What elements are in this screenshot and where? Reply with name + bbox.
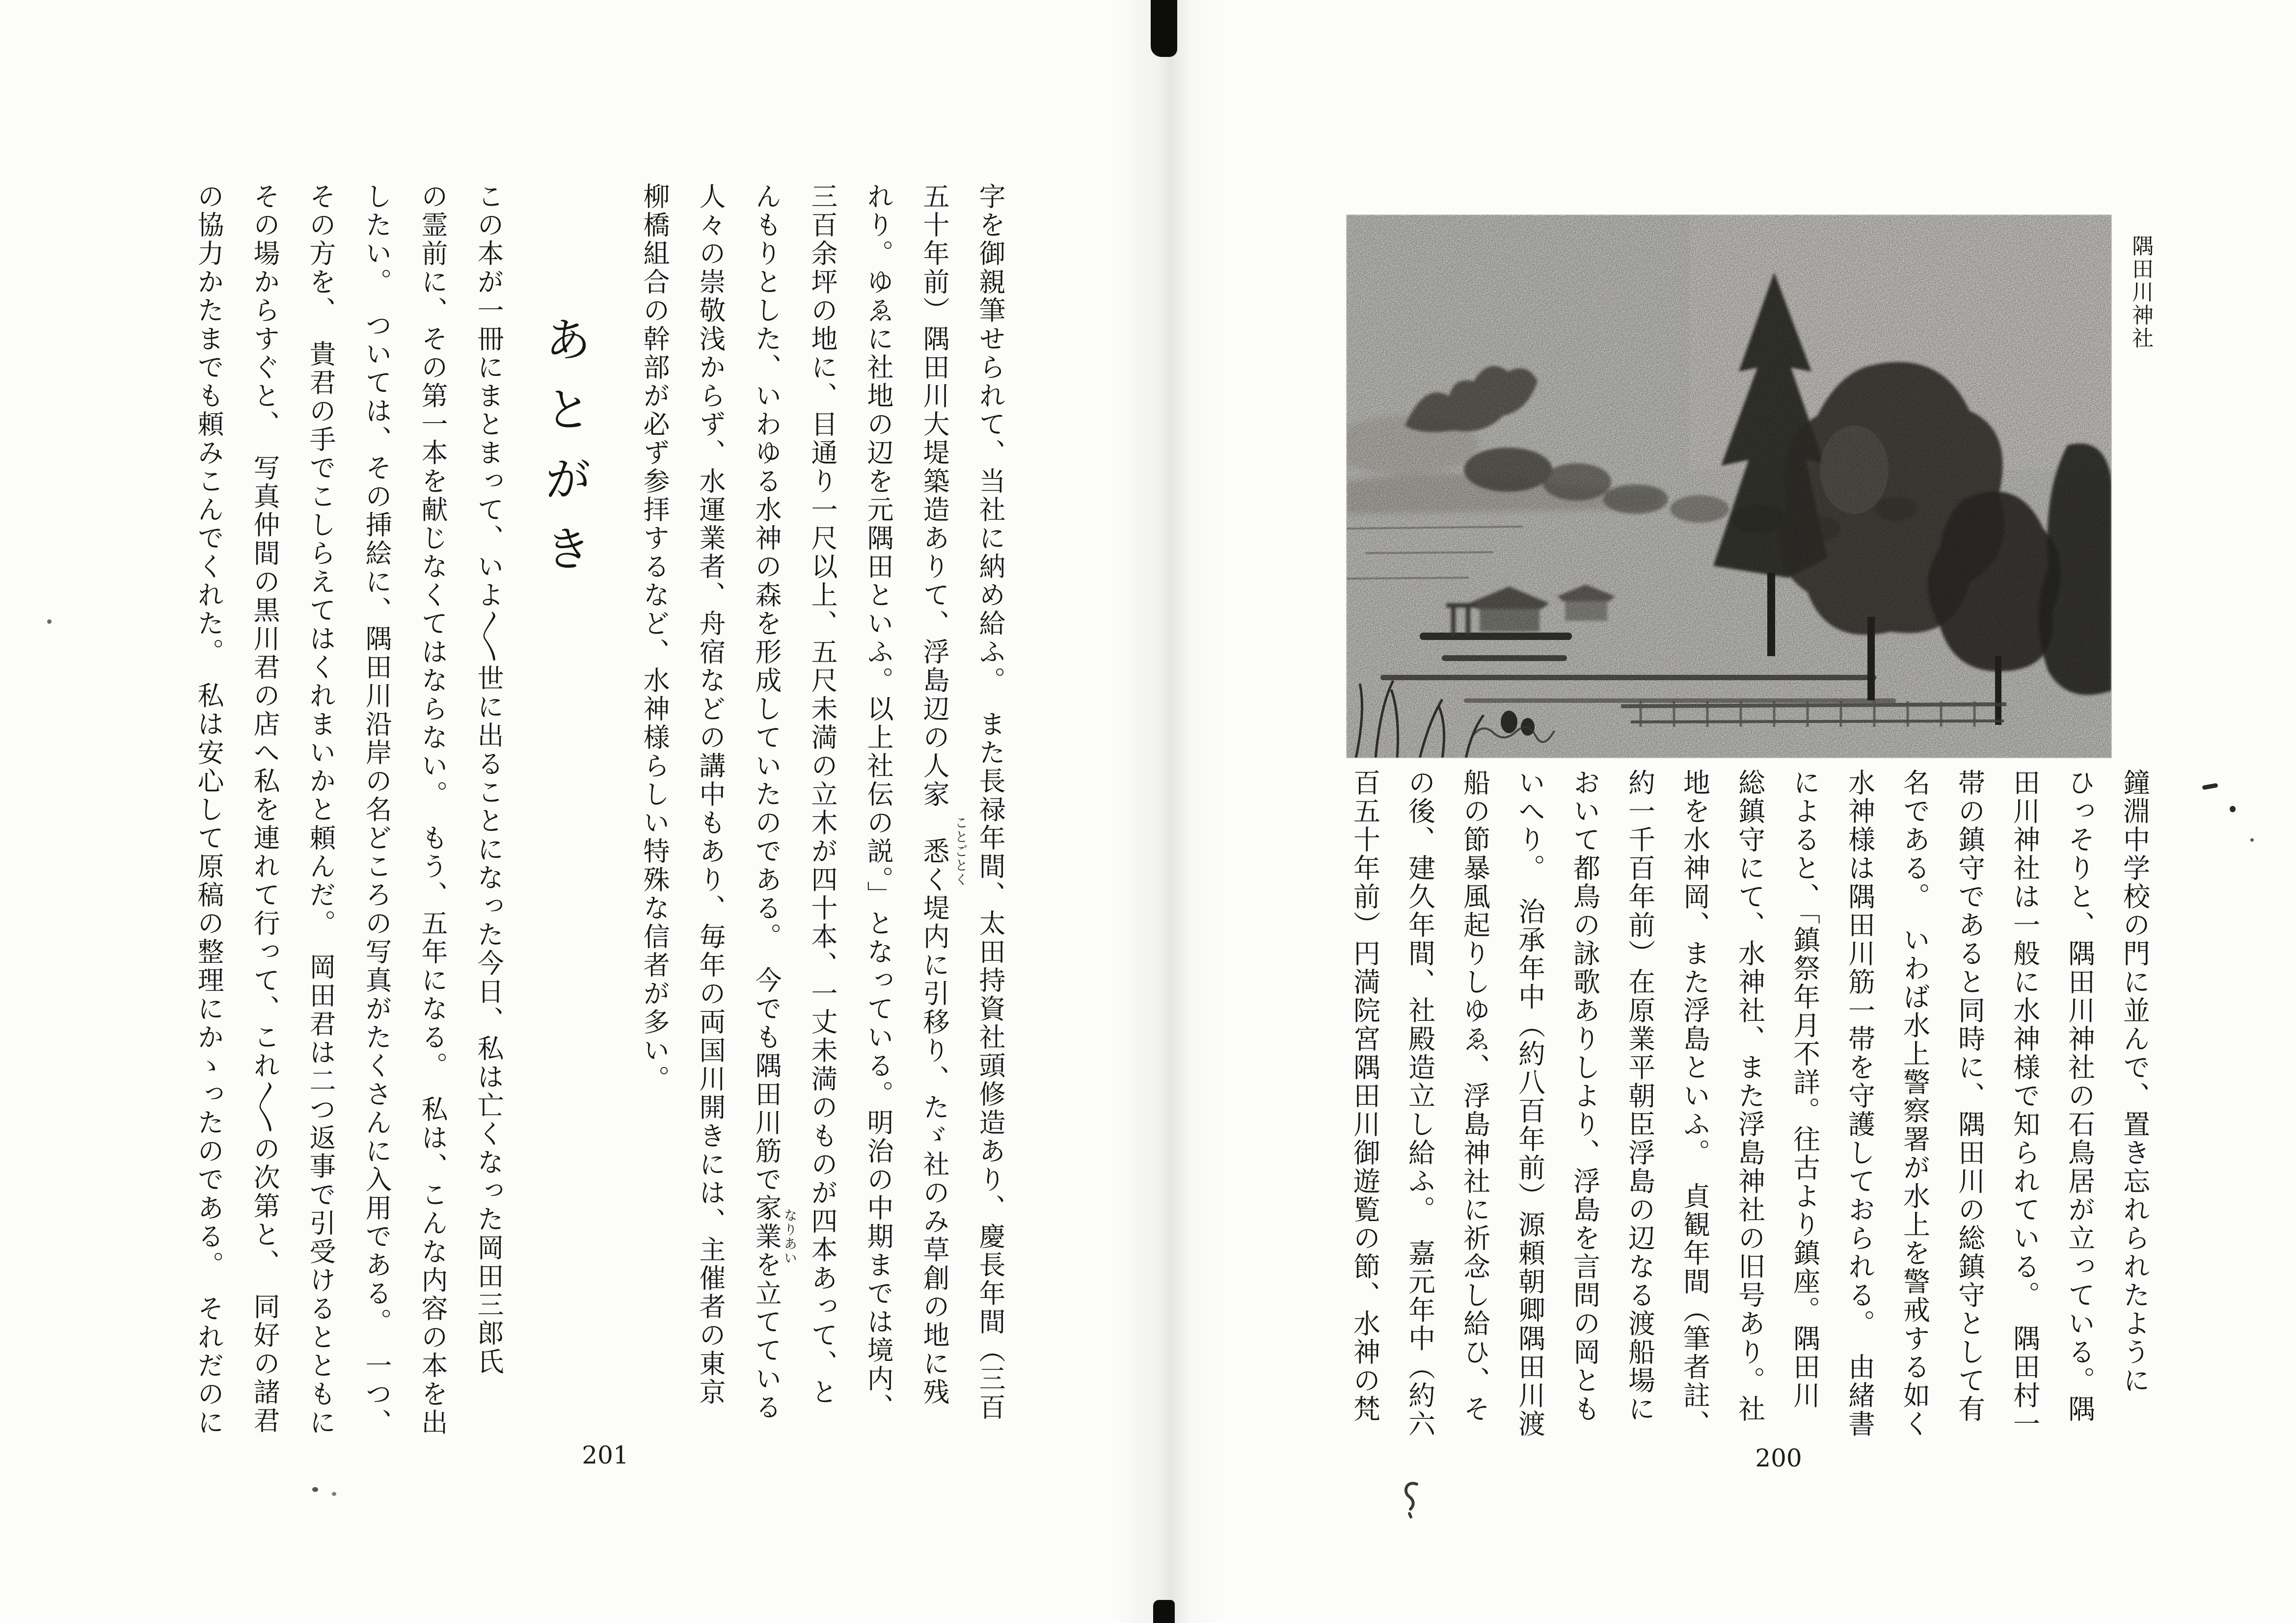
text-column: 柳橋組合の幹部が必ず参拝するなど、水神様らしい特殊な信者が多い。 (639, 183, 670, 1093)
furigana-nariai: なりあい (782, 1208, 797, 1265)
text-column: れり。ゆゑに社地の辺を元隅田といふ。以上社伝の説。」となっている。明治の中期までは境内、 (863, 183, 894, 1422)
text-column: この本が一冊にまとまって、いよ〳〵世に出ることになった今日、私は亡くなった岡田三郎氏 (473, 183, 504, 1376)
text-column: の協力かたまでも頼みこんでくれた。 私は安心して原稿の整理にかゝったのである。 それだのに (193, 183, 224, 1437)
spine-ink-mark-top (1151, 0, 1177, 57)
text-column: その方を、 貴君の手でこしらえてはくれまいかと頼んだ。 岡田君は二つ返事で引受けるとともに (305, 183, 336, 1437)
ink-speck (332, 1492, 336, 1496)
page-number-200: 200 (1755, 1444, 1802, 1472)
text-column: いへり。 治承年中（約八百年前）源頼朝卿隅田川渡 (1514, 769, 1545, 1438)
page-number-201: 201 (582, 1441, 629, 1469)
afterword-text (178, 183, 516, 1527)
text-column: ひっそりと、隅田川神社の石鳥居が立っている。隅 (2064, 769, 2095, 1423)
text-column: 約一千百年前）在原業平朝臣浮島の辺なる渡船場に (1624, 769, 1655, 1423)
text-column: 鐘淵中学校の門に並んで、置き忘れられたように (2119, 769, 2150, 1395)
text-column: の霊前に、その第一本を献じなくてはならない。 もう、五年になる。 私は、こんな内容の本を出 (417, 183, 448, 1437)
ink-speck (312, 1487, 318, 1492)
text-column: 地を水神岡、また浮島といふ。 貞観年間（筆者註、 (1679, 769, 1710, 1438)
text-column: の後、建久年間、社殿造立し給ふ。 嘉元年中（約六 (1404, 769, 1435, 1438)
pen-scribble-mark (1400, 1480, 1423, 1518)
ink-speck (2202, 783, 2218, 790)
spine-ink-mark-bottom (1153, 1600, 1175, 1623)
text-column: 字を御親筆せられて、当社に納め給ふ。 また長禄年間、太田持資社頭修造あり、慶長年間（三百 (975, 183, 1006, 1422)
ink-speck (2250, 838, 2254, 842)
text-column: おいて都鳥の詠歌ありしより、浮島を言問の岡とも (1569, 769, 1600, 1423)
page-gutter-shadow (1114, 0, 1222, 1623)
text-column: によると、「鎮祭年月不詳。往古より鎮座。隅田川 (1789, 769, 1820, 1410)
chapter-title-sumidagawa-jinja: 隅田川神社 (2128, 235, 2153, 350)
text-column: その場からすぐと、 写真仲間の黒川君の店へ私を連れて行って、これ〳〵の次第と、 同好の諸君 (249, 183, 280, 1435)
text-column: 人々の崇敬浅からず、水運業者、舟宿などの講中もあり、毎年の両国川開きには、主催者の東京 (695, 183, 726, 1407)
text-column: 総鎮守にて、水神社、また浮島神社の旧号あり。社 (1734, 769, 1765, 1423)
text-column: 五十年前）隅田川大堤築造ありて、浮島辺の人家 悉く堤内に引移り、たゞ社のみ草創の地に残 (919, 183, 950, 1407)
text-column: 帯の鎮守であると同時に、隅田川の総鎮守として有 (1954, 769, 1985, 1423)
text-column: 百五十年前）円満院宮隅田川御遊覧の節、水神の梵 (1349, 769, 1380, 1423)
ink-speck (2230, 806, 2236, 812)
text-column: んもりとした、いわゆる水神の森を形成していたのである。 今でも隅田川筋で家業を立てている (751, 183, 782, 1422)
furigana-gotoku: ことごとく (952, 816, 968, 887)
afterword-heading: あとがき (537, 315, 592, 594)
text-column: 水神様は隅田川筋一帯を守護しておられる。 由緒書 (1844, 769, 1875, 1438)
text-column: 田川神社は一般に水神様で知られている。 隅田村一 (2009, 769, 2040, 1438)
text-column: したい。 ついては、その挿絵に、隅田川沿岸の名どころの写真がたくさんに入用である。 一つ、 (361, 183, 392, 1437)
shrine-landscape-illustration (1346, 214, 2112, 758)
right-page-text (1331, 769, 2162, 1515)
ink-speck (47, 619, 52, 624)
text-column: 船の節暴風起りしゆゑ、浮島神社に祈念し給ひ、そ (1459, 769, 1490, 1423)
text-column: 名である。 いわば水上警察署が水上を警戒する如く (1899, 769, 1930, 1438)
text-column: 三百余坪の地に、目通り一尺以上、五尺未満の立木が四十本、一丈未満のものが四本あって、と (807, 183, 838, 1407)
